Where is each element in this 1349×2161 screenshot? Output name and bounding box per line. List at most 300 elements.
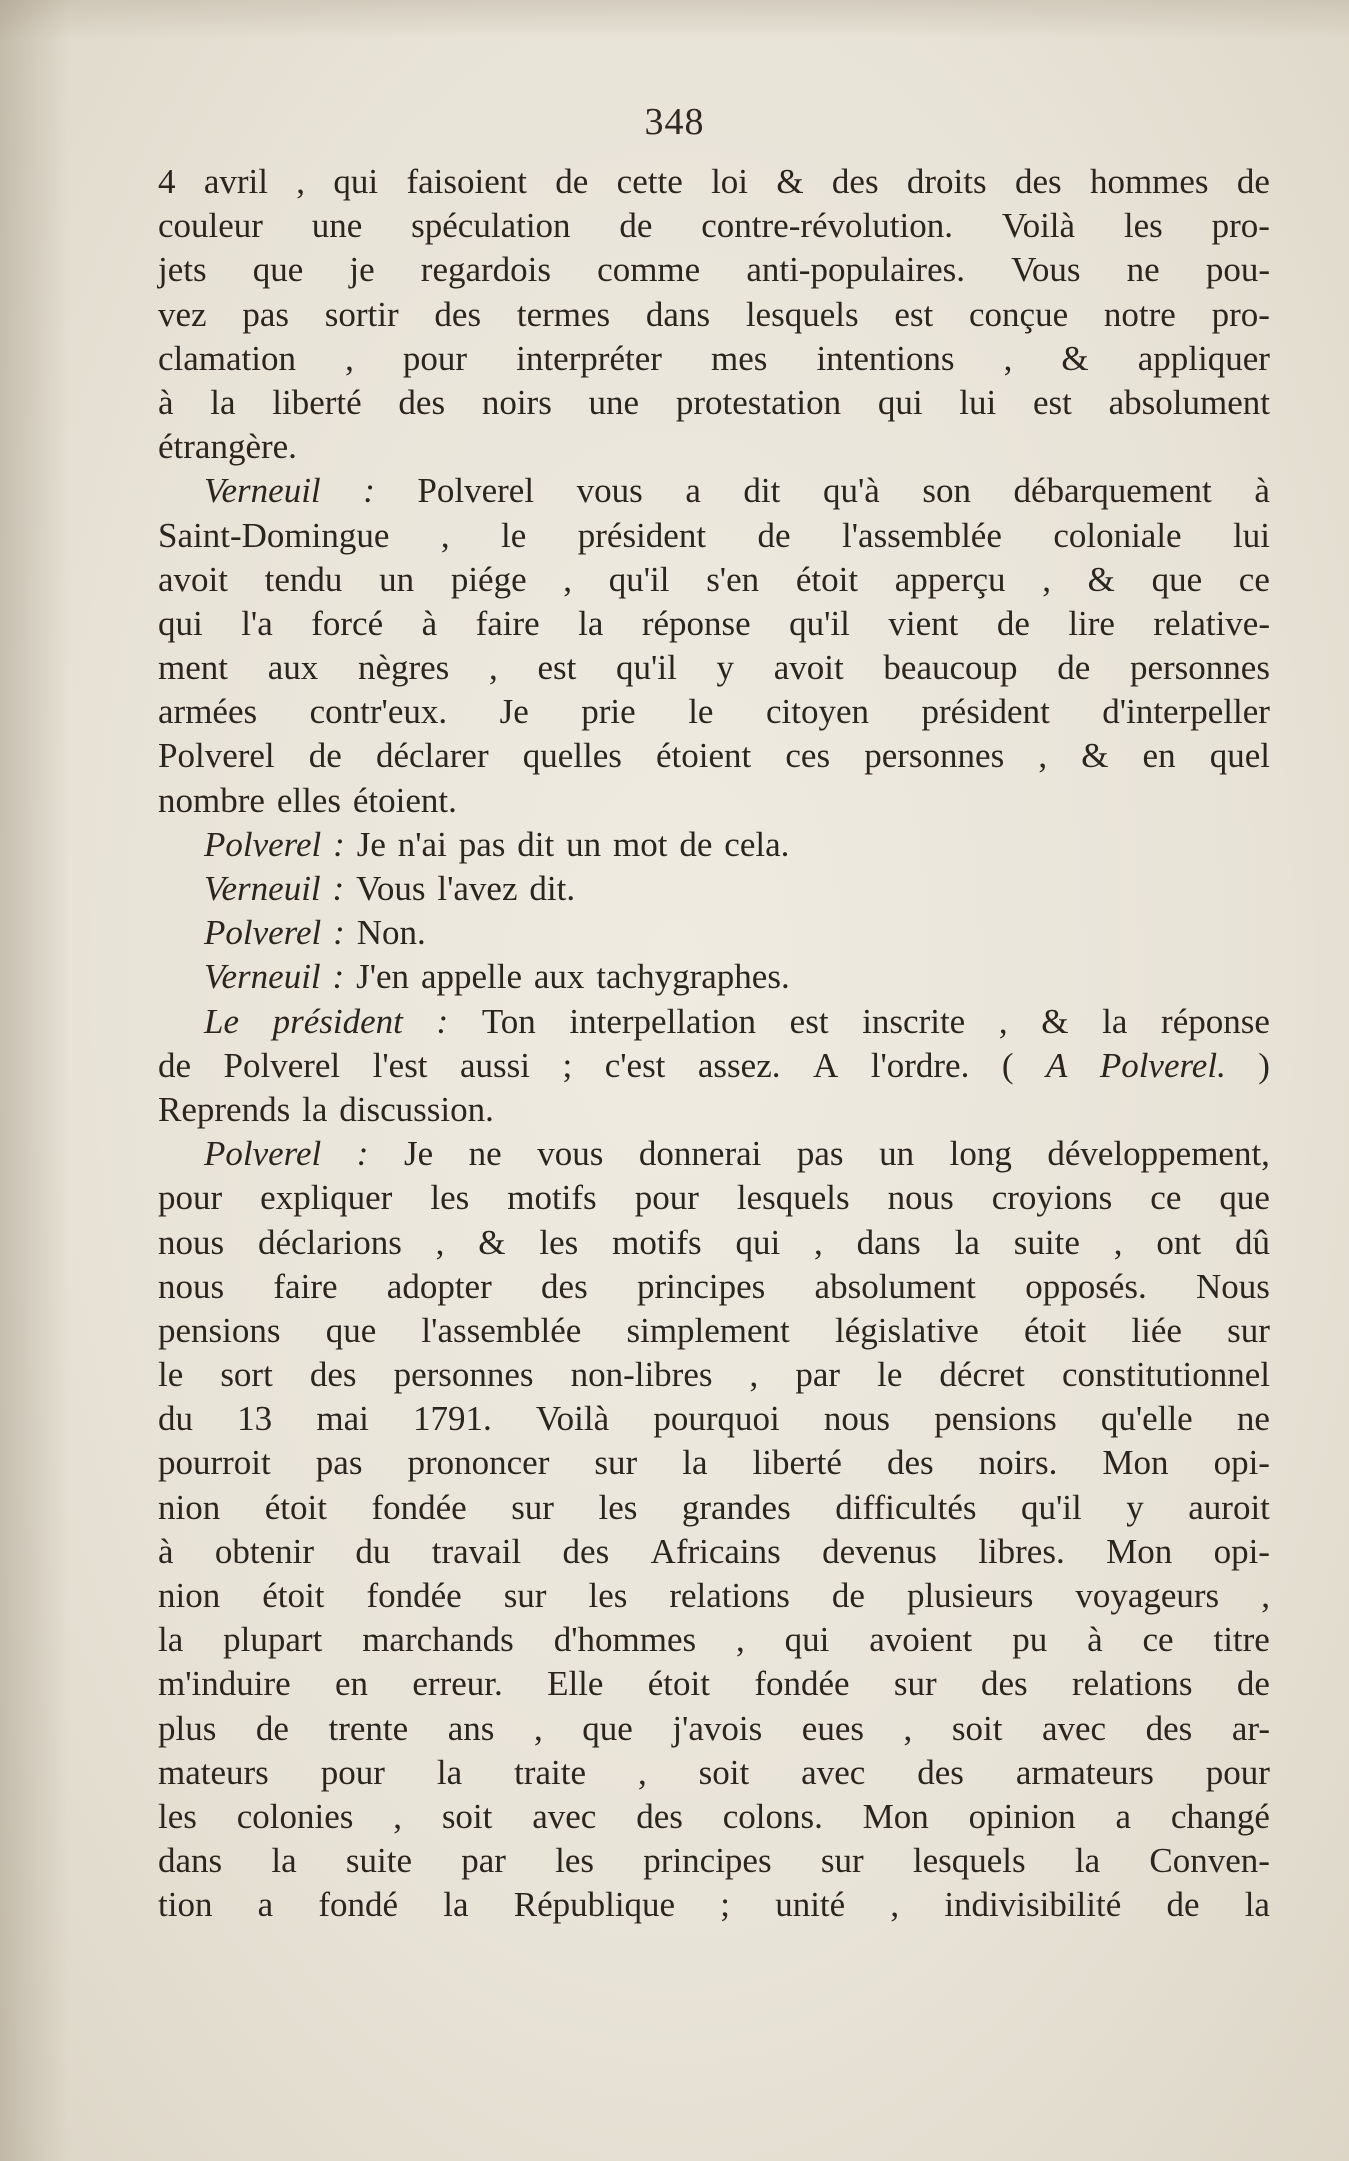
word: par [795, 1355, 841, 1395]
word: motifs [612, 1222, 702, 1262]
word: sur [1227, 1310, 1270, 1350]
word: en [1142, 736, 1176, 776]
word: erreur. [412, 1664, 503, 1704]
word: nous [158, 1266, 225, 1306]
word: le [501, 515, 527, 555]
word: inscrite [862, 1001, 966, 1041]
word: Je [403, 1134, 434, 1174]
word: , [1042, 559, 1051, 599]
text-line [158, 1751, 1270, 1795]
word: opi- [1213, 1531, 1270, 1571]
word: avec [1041, 1708, 1107, 1748]
word: fondée [366, 1576, 462, 1615]
word: des [831, 162, 879, 201]
word: les [598, 1487, 638, 1527]
word: qui [735, 1222, 781, 1262]
word: à [421, 603, 438, 643]
word: principes [643, 1841, 772, 1881]
word: regardois [420, 250, 552, 290]
word: , [736, 1620, 745, 1660]
word: Nous [1196, 1266, 1270, 1306]
word: d'hommes [553, 1620, 697, 1660]
word: pour [158, 1178, 223, 1218]
body-text [158, 160, 1270, 1928]
text-line [158, 1088, 1270, 1132]
word: lesquels [745, 294, 859, 334]
word: que [1151, 559, 1203, 599]
word: ans [447, 1708, 495, 1748]
word: étoient. [352, 780, 457, 820]
word: intentions [816, 338, 955, 378]
word: qui [877, 382, 923, 422]
word: termes [516, 294, 611, 334]
word: par [461, 1841, 506, 1881]
word: des [1145, 1708, 1193, 1748]
word: faire [475, 603, 540, 643]
word: président [577, 515, 707, 555]
word: dit. [529, 869, 576, 908]
word: qu'elle [1100, 1399, 1193, 1439]
word: qu'il [1020, 1487, 1082, 1527]
word: appelle [420, 957, 522, 997]
text-line [158, 1044, 1270, 1088]
text-line [158, 1662, 1270, 1706]
text-line [158, 911, 1270, 955]
word: , [563, 559, 573, 599]
word: de [619, 206, 653, 246]
word: réponse [1161, 1001, 1270, 1041]
word: les [588, 1576, 628, 1615]
word: ne [468, 1134, 502, 1174]
word: changé [1170, 1796, 1270, 1836]
word: Voilà [1001, 206, 1076, 246]
word: est [1032, 382, 1072, 422]
word: ; [562, 1045, 573, 1085]
word: mes [710, 338, 768, 378]
word: sur [820, 1841, 864, 1881]
word: des [636, 1796, 683, 1836]
word: relations [669, 1576, 790, 1615]
word: hommes [1089, 162, 1209, 201]
word: appliquer [1137, 338, 1270, 378]
word: tion [158, 1885, 213, 1925]
word: discussion. [339, 1089, 494, 1129]
word: ne [1236, 1399, 1270, 1439]
word: de [1236, 1664, 1270, 1704]
word: de [1236, 162, 1270, 201]
word: tendu [264, 559, 343, 599]
word: Polverel [158, 736, 275, 776]
word: conçue [969, 294, 1069, 334]
word: le [688, 692, 714, 732]
text-line [158, 160, 1270, 204]
word: qui [784, 1620, 830, 1660]
word: interpellation [569, 1001, 757, 1041]
word: pas [315, 1443, 363, 1483]
text-line [158, 1353, 1270, 1397]
word: , [890, 1885, 900, 1925]
word: de [1057, 648, 1091, 688]
text-line [158, 1618, 1270, 1662]
word: Mon [1102, 1443, 1169, 1483]
word: des [434, 294, 482, 334]
word: , [998, 1001, 1008, 1041]
word: pensions [158, 1310, 281, 1350]
speaker-word: : [363, 471, 375, 511]
word: lesquels [912, 1841, 1026, 1881]
word: de [679, 824, 713, 864]
word: , [1038, 736, 1048, 776]
word: y [1126, 1487, 1144, 1527]
text-line [158, 1883, 1270, 1927]
word: la [302, 1089, 328, 1129]
word: , [345, 338, 354, 378]
word: l'avez [437, 869, 518, 908]
word: non-libres [570, 1355, 713, 1395]
text-line [158, 293, 1270, 337]
word: personnes [393, 1355, 534, 1395]
word: Mon [862, 1796, 929, 1836]
word: qui [333, 162, 379, 201]
word: les [539, 1222, 579, 1262]
word: suite [345, 1841, 412, 1881]
speaker-word: : [333, 824, 345, 864]
word: débarquement [1013, 471, 1212, 511]
text-line [158, 867, 1270, 911]
speaker-word: Polverel [204, 913, 322, 953]
word: Saint-Domingue [158, 515, 390, 555]
word: étoit [1024, 1310, 1087, 1350]
word: contr'eux. [309, 692, 448, 732]
word: liée [1131, 1310, 1182, 1350]
word: dans [158, 1841, 223, 1881]
word: de [996, 603, 1030, 643]
word: à [1087, 1620, 1103, 1660]
text-line [158, 1486, 1270, 1530]
speaker-word: Polverel. [1099, 1045, 1226, 1085]
word: soit [698, 1752, 750, 1792]
word: législative [834, 1310, 979, 1350]
word: protestation [675, 382, 842, 422]
word: du [355, 1531, 391, 1571]
word: grandes [681, 1487, 791, 1527]
word: Je [499, 692, 529, 732]
word: spéculation [411, 206, 571, 246]
word: elles [276, 780, 341, 820]
word: difficultés [835, 1487, 977, 1527]
word: pour [634, 1178, 699, 1218]
word: avoient [869, 1620, 973, 1660]
word: liberté [272, 382, 362, 422]
word: loi [711, 162, 749, 201]
word: pro- [1211, 206, 1270, 246]
speaker-word: : [333, 913, 345, 953]
word: ces [785, 736, 831, 776]
word: A [812, 1045, 839, 1085]
word: qu'il [616, 648, 677, 688]
speaker-word: A [1045, 1045, 1068, 1085]
text-line [158, 337, 1270, 381]
word: & [776, 162, 804, 201]
word: unité [775, 1885, 846, 1925]
word: , [489, 648, 498, 688]
word: pas [796, 1134, 844, 1174]
word: une [588, 382, 640, 422]
word: Non. [356, 913, 426, 953]
word: ; [720, 1885, 731, 1925]
word: tachygraphes. [596, 957, 790, 997]
word: faisoient [406, 162, 527, 201]
word: opinion [968, 1796, 1076, 1836]
word: voyageurs [1075, 1576, 1220, 1615]
word: la [1244, 1885, 1270, 1925]
word: pro- [1211, 294, 1270, 334]
word: cela. [724, 824, 790, 864]
word: , [749, 1355, 759, 1395]
word: avec [801, 1752, 866, 1792]
speaker-word: Polverel [204, 1134, 322, 1174]
word: qui [158, 603, 203, 643]
word: pas [458, 824, 506, 864]
word: personnes [1129, 648, 1270, 688]
word: sort [220, 1355, 273, 1395]
word: prononcer [407, 1443, 550, 1483]
word: soit [441, 1796, 493, 1836]
word: fondée [371, 1487, 467, 1527]
word: un [379, 559, 415, 599]
word: 4 [158, 162, 176, 201]
word: les [430, 1178, 470, 1218]
word: , [393, 1796, 402, 1836]
word: dit [517, 824, 555, 864]
text-line [158, 1530, 1270, 1574]
word: Je [356, 824, 386, 864]
word: devenus [822, 1531, 937, 1571]
word: ar- [1231, 1708, 1270, 1748]
word: pour [402, 338, 468, 378]
word: aussi [460, 1045, 531, 1085]
text-line [158, 1574, 1270, 1618]
word: je [349, 250, 375, 290]
word: qu'il [608, 559, 670, 599]
word: interpréter [516, 338, 662, 378]
word: est [537, 648, 577, 688]
word: personnes [864, 736, 1005, 776]
word: noirs. [978, 1443, 1058, 1483]
word: soit [951, 1708, 1003, 1748]
word: absolument [1108, 382, 1270, 422]
text-line [158, 823, 1270, 867]
word: ment [158, 648, 228, 688]
speaker-word: : [332, 957, 345, 997]
word: de [757, 515, 791, 555]
word: mai [316, 1399, 369, 1439]
word: c'est [604, 1045, 666, 1085]
text-line [158, 690, 1270, 734]
speaker-word: Verneuil [204, 957, 321, 997]
word: y [716, 648, 735, 688]
word: du [158, 1399, 193, 1439]
word: Polverel [223, 1045, 341, 1085]
word: la [954, 1222, 980, 1262]
word: 13 [237, 1399, 273, 1439]
word: faire [273, 1266, 338, 1306]
word: , [440, 515, 450, 555]
word: des [562, 1531, 610, 1571]
word: indivisibilité [944, 1885, 1122, 1925]
word: , [903, 1708, 913, 1748]
word: la [158, 1620, 184, 1660]
word: plusieurs [906, 1576, 1034, 1615]
word: principes [636, 1266, 766, 1306]
speaker-word: : [436, 1001, 449, 1041]
word: Voilà [535, 1399, 610, 1439]
word: de [158, 1045, 192, 1085]
word: lui [1233, 515, 1270, 555]
word: pourroit [158, 1443, 271, 1483]
word: étoit [264, 1487, 327, 1527]
text-line [158, 1176, 1270, 1220]
word: armées [158, 692, 258, 732]
word: Ton [481, 1001, 536, 1041]
word: mateurs [158, 1752, 269, 1792]
word: étoient [656, 736, 752, 776]
word: clamation [158, 338, 297, 378]
word: Africains [650, 1531, 781, 1571]
word: relative- [1153, 603, 1270, 643]
word: de [555, 162, 589, 201]
word: vient [888, 603, 959, 643]
word: l'assemblée [842, 515, 1002, 555]
word: réponse [641, 603, 751, 643]
word: couleur [158, 206, 263, 246]
word: & [1061, 338, 1089, 378]
speaker-word: Verneuil [204, 869, 321, 908]
word: sur [594, 1443, 638, 1483]
word: des [398, 382, 446, 422]
word: des [1014, 162, 1062, 201]
word: le [877, 1355, 903, 1395]
word: les [158, 1796, 197, 1836]
word: développement, [1047, 1134, 1270, 1174]
word: à [158, 382, 174, 422]
word: la [443, 1885, 469, 1925]
word: croyions [991, 1178, 1113, 1218]
word: Mon [1106, 1531, 1173, 1571]
text-line [158, 1707, 1270, 1751]
word: long [949, 1134, 1012, 1174]
word: dû [1234, 1222, 1270, 1262]
word: opi- [1213, 1443, 1270, 1483]
word: fondée [754, 1664, 850, 1704]
word: expliquer [260, 1178, 393, 1218]
word: suite [1013, 1222, 1080, 1262]
word: nous [158, 1222, 225, 1262]
word: pour [1205, 1752, 1270, 1792]
word: lui [959, 382, 997, 422]
word: mot [613, 824, 668, 864]
word: lire [1068, 603, 1115, 643]
word: nombre [158, 780, 265, 820]
word: sortir [324, 294, 399, 334]
word: qu'il [789, 603, 850, 643]
word: piége [450, 559, 527, 599]
word: que [582, 1708, 633, 1748]
word: des [917, 1752, 964, 1792]
word: les [1123, 206, 1163, 246]
word: assez. [697, 1045, 781, 1085]
word: , [814, 1222, 823, 1262]
word: de [831, 1576, 865, 1615]
word: à [1254, 471, 1270, 511]
word: le [158, 1355, 184, 1395]
word: président [921, 692, 1050, 732]
word: aux [267, 648, 319, 688]
word: qu'à [822, 471, 880, 511]
word: pensions [934, 1399, 1057, 1439]
text-line [158, 602, 1270, 646]
word: sur [503, 1576, 547, 1615]
word: avoit [773, 648, 844, 688]
word: ( [1001, 1045, 1014, 1085]
text-line [158, 514, 1270, 558]
word: la [682, 1443, 708, 1483]
text-line [158, 1000, 1270, 1044]
word: comme [597, 250, 701, 290]
word: un [879, 1134, 915, 1174]
text-line [158, 425, 1270, 469]
word: relations [1071, 1664, 1193, 1704]
word: sur [511, 1487, 554, 1527]
word: motifs [507, 1178, 597, 1218]
word: opposés. [1025, 1266, 1147, 1306]
word: ce [1238, 559, 1270, 599]
word: vez [158, 294, 207, 334]
word: étrangère. [158, 427, 297, 467]
text-line [158, 955, 1270, 999]
word: 1791. [413, 1399, 492, 1439]
word: des [980, 1664, 1028, 1704]
word: droits [906, 162, 987, 201]
word: prie [581, 692, 636, 732]
word: liberté [752, 1443, 842, 1483]
word: d'interpeller [1102, 692, 1270, 732]
word: avril [203, 162, 268, 201]
word: fondé [318, 1885, 399, 1925]
word: apperçu [894, 559, 1006, 599]
word: Reprends [158, 1089, 291, 1129]
text-line [158, 248, 1270, 292]
word: que [325, 1310, 377, 1350]
word: nous [887, 1178, 954, 1218]
word: traite [514, 1752, 586, 1792]
word: est [789, 1001, 829, 1041]
speaker-word: Polverel [204, 824, 322, 864]
word: déclarions [257, 1222, 402, 1262]
word: dit [743, 471, 781, 511]
word: quel [1209, 736, 1270, 776]
word: ont [1156, 1222, 1202, 1262]
word: auroit [1188, 1487, 1270, 1527]
word: , [1261, 1576, 1270, 1615]
word: aux [533, 957, 585, 997]
page-number: 348 [644, 101, 705, 143]
word: la [210, 382, 236, 422]
word: étoit [795, 559, 859, 599]
word: colonies [236, 1796, 354, 1836]
word: pourquoi [653, 1399, 780, 1439]
word: ne [1126, 250, 1160, 290]
